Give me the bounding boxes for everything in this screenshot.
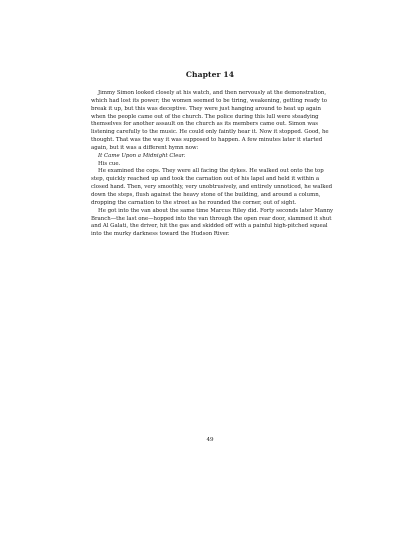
paragraph: He examined the cops. They were all facing the dykes. He walked out onto the top step, quickly reached up and took the carnation out of his lapel and held it within a closed hand. Then, very smoothly, very unobtrusively, and entirely unnoticed, he walked down the steps, flush against the heavy stone of the building, and around a column, dropping the carnation to the street as he rounded the corner, out of sight. [91, 168, 333, 206]
hymn-title: It Came Upon a Midnight Clear. [98, 152, 186, 159]
paragraph: His cue. [98, 160, 121, 167]
chapter-body [91, 90, 336, 239]
chapter-title: Chapter 14 [185, 70, 235, 79]
paragraph: Jimmy Simon looked closely at his watch, and then nervously at the demonstration, which had lost its power; the women seemed to be tiring, weakening, getting ready to break it up, but this was deceptive. They were just hanging around to heat up again when the people came out of the church. The police during this lull were steadying themselves for another assault on the church as its members came out. Simon was listening carefully to the music. He could only faintly hear it. Now it stopped. Good, he thought. That was the way it was supposed to happen. A few minutes later it started again, but it was a different hymn now: [91, 90, 329, 151]
paragraph: He got into the van about the same time Marcus Riley did. Forty seconds later Manny Branch—the last one—hopped into the van through the open rear door, slammed it shut and Al Galati, the driver, hit the gas and skidded off with a painful high-pitched squeal into the murky darkness toward the Hudson River. [91, 207, 334, 238]
page-number: 49 [206, 437, 214, 443]
